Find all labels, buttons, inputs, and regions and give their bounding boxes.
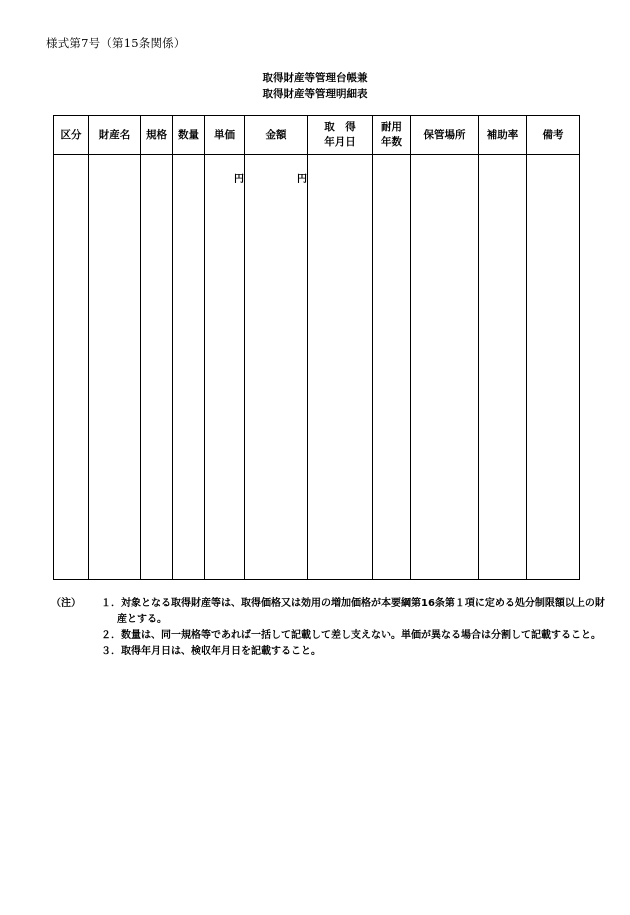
note-text-1: １．対象となる取得財産等は、取得価格又は効用の増加価格が本要綱第16条第１項に定める処分制限額以上の財産とする。	[101, 598, 605, 625]
notes-prefix: （注）	[51, 598, 81, 609]
note-item-2	[51, 628, 611, 644]
cell-property-name[interactable]	[89, 155, 141, 580]
amount-yen-label: 円	[297, 174, 307, 185]
cell-quantity[interactable]	[173, 155, 205, 580]
form-number: 様式第7号（第15条関係）	[46, 36, 186, 50]
header-quantity: 数量	[173, 116, 205, 155]
table-row	[54, 155, 580, 580]
header-useful-life-line2: 年数	[381, 136, 402, 148]
cell-subsidy-rate[interactable]	[479, 155, 527, 580]
cell-remarks[interactable]	[527, 155, 580, 580]
cell-specification[interactable]	[141, 155, 173, 580]
header-acquisition-date	[308, 116, 373, 155]
header-acquisition-date-line2: 年月日	[324, 136, 356, 148]
table-header-row	[54, 116, 580, 155]
note-text-3: ３．取得年月日は、検収年月日を記載すること。	[101, 646, 321, 657]
header-category: 区分	[54, 116, 89, 155]
document-title-line1: 取得財産等管理台帳兼	[262, 72, 368, 84]
property-ledger-table	[53, 115, 580, 580]
note-item-1	[51, 596, 611, 628]
header-useful-life-line1: 耐用	[381, 121, 402, 133]
header-property-name: 財産名	[89, 116, 141, 155]
header-storage-location: 保管場所	[411, 116, 479, 155]
cell-unit-price[interactable]	[205, 155, 245, 580]
header-specification: 規格	[141, 116, 173, 155]
notes-section	[51, 596, 611, 660]
document-title-line2: 取得財産等管理明細表	[262, 88, 368, 100]
cell-category[interactable]	[54, 155, 89, 580]
header-acquisition-date-line1: 取 得	[324, 121, 356, 133]
header-useful-life	[373, 116, 411, 155]
note-text-2: ２．数量は、同一規格等であれば一括して記載して差し支えない。単価が異なる場合は分割して記載すること。	[101, 630, 601, 641]
unit-price-yen-label: 円	[234, 174, 244, 185]
cell-useful-life[interactable]	[373, 155, 411, 580]
header-subsidy-rate: 補助率	[479, 116, 527, 155]
cell-amount[interactable]	[245, 155, 308, 580]
header-unit-price: 単価	[205, 116, 245, 155]
cell-storage-location[interactable]	[411, 155, 479, 580]
header-remarks: 備考	[527, 116, 580, 155]
header-amount: 金額	[245, 116, 308, 155]
cell-acquisition-date[interactable]	[308, 155, 373, 580]
note-item-3	[51, 644, 611, 660]
